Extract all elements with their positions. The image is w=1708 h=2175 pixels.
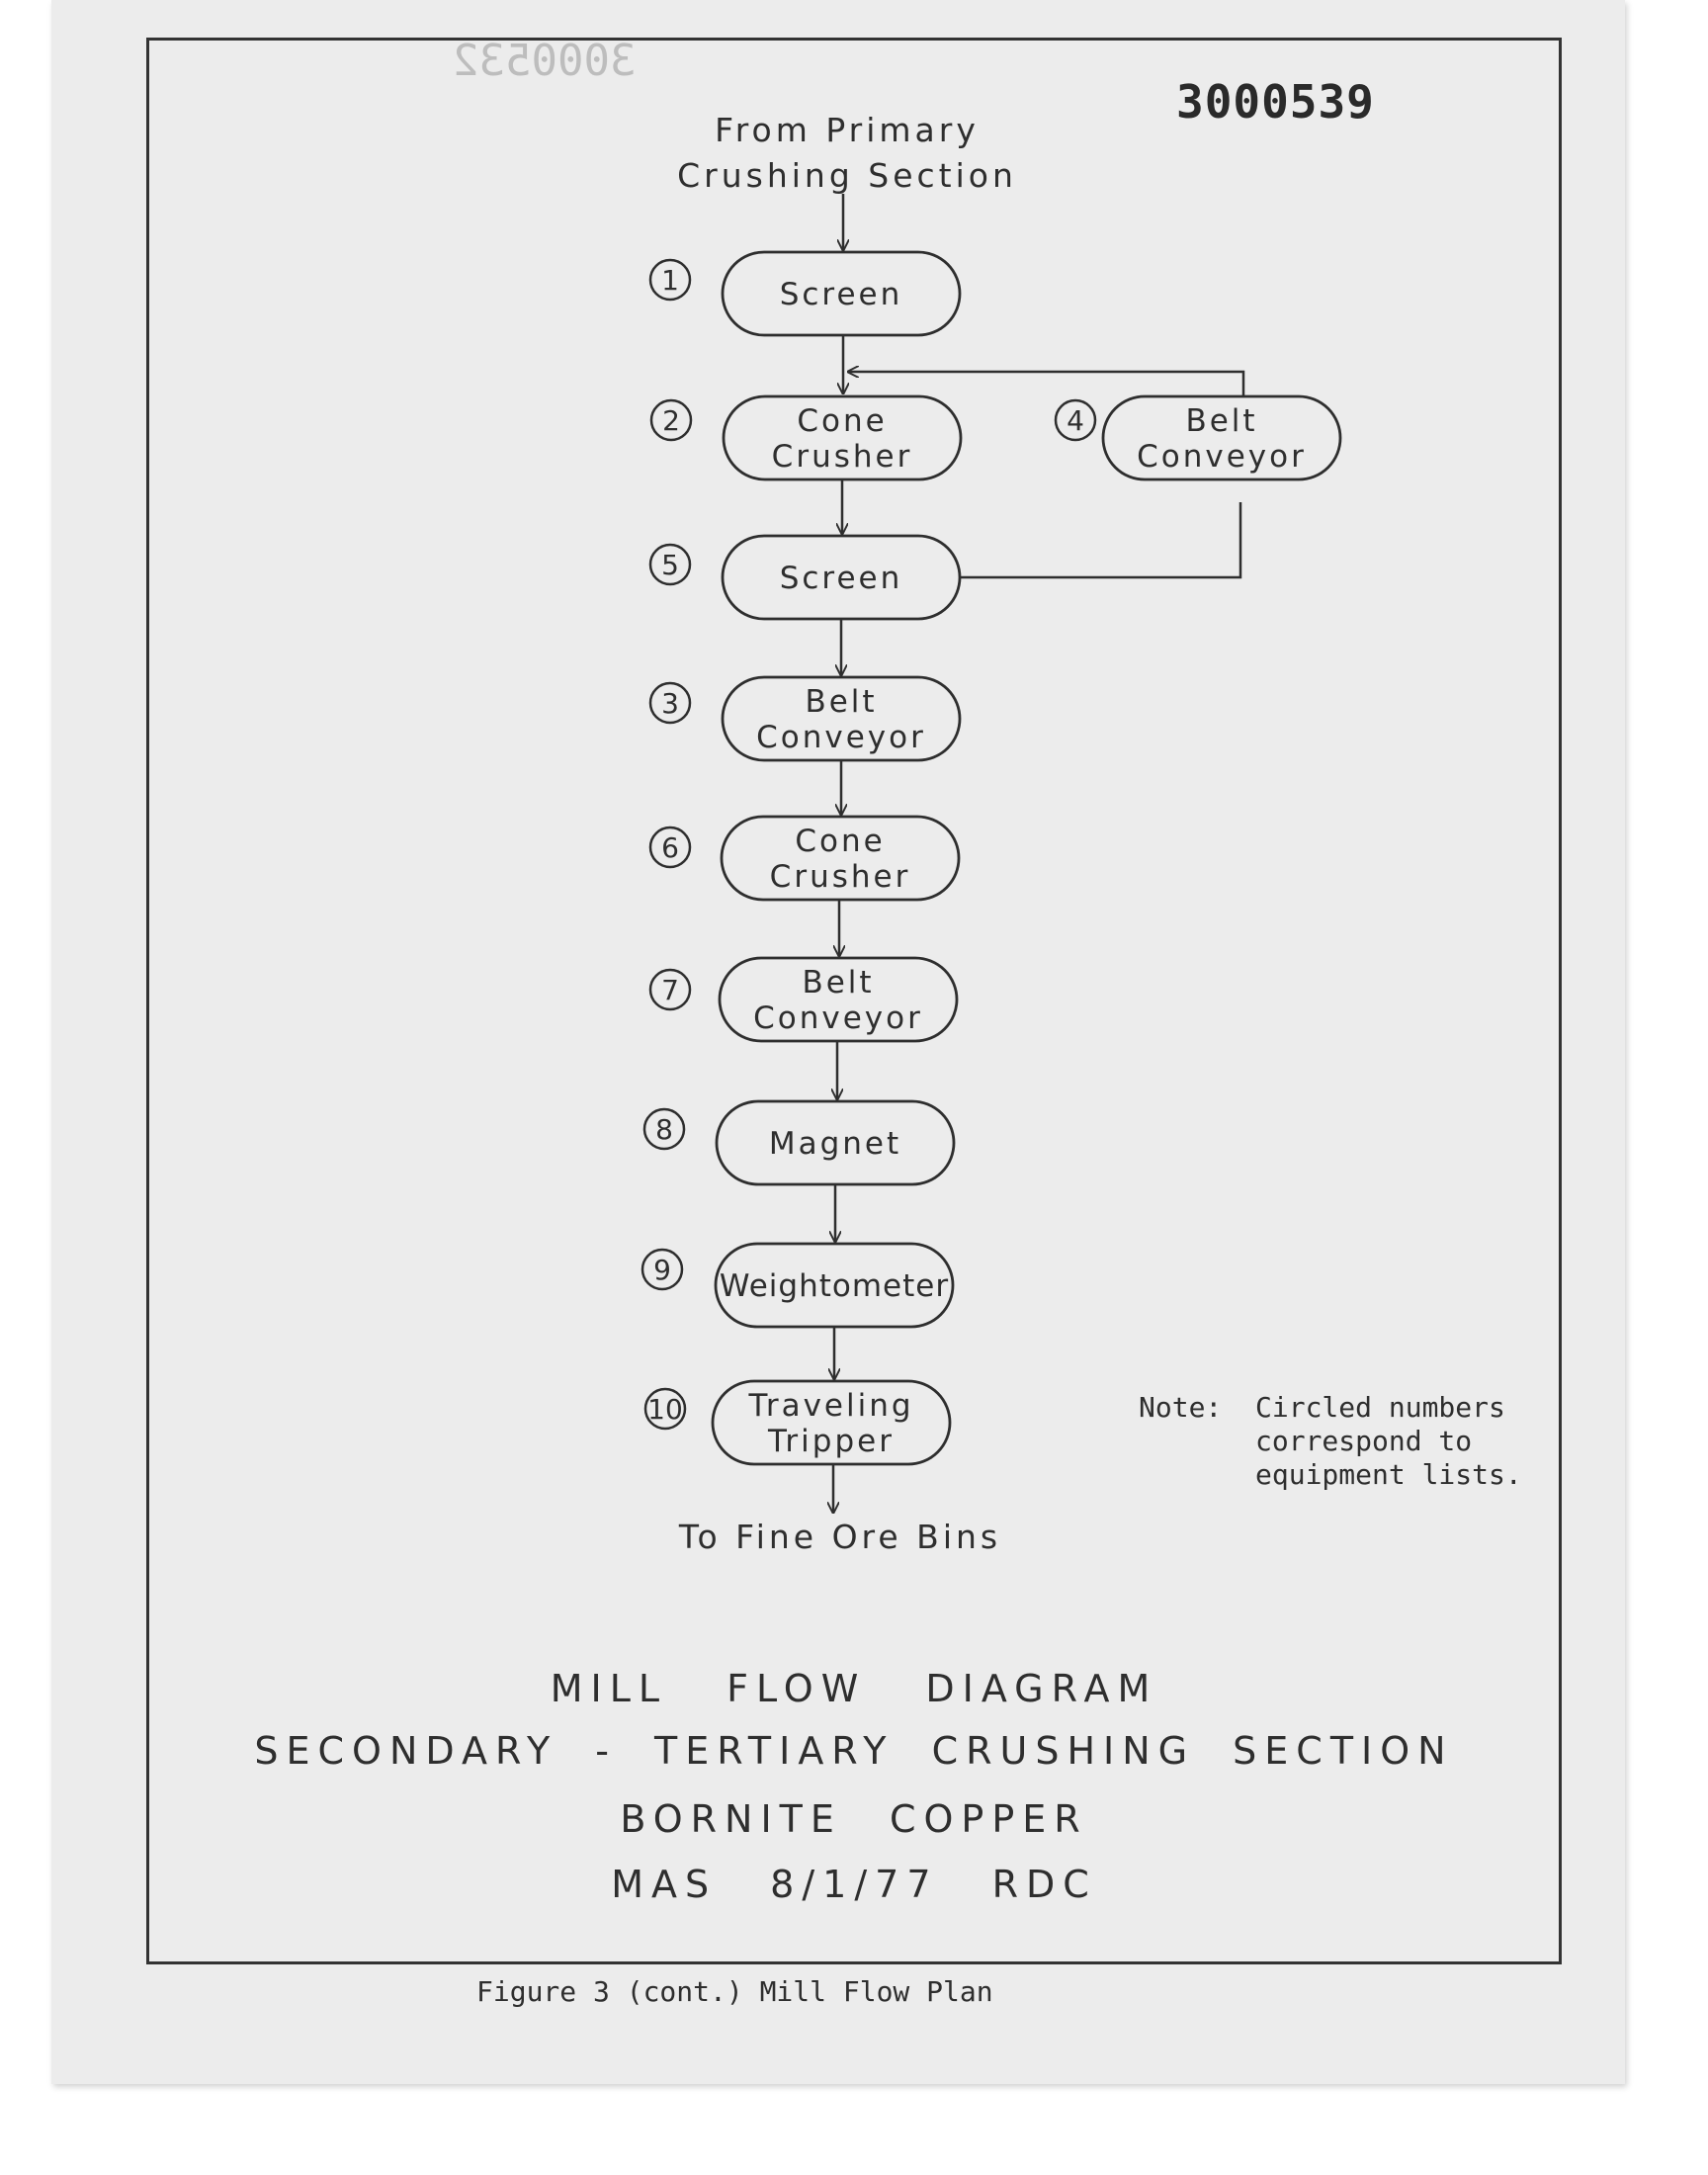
node-label: Conveyor xyxy=(756,720,926,755)
node-label: Cone xyxy=(797,403,888,439)
edge-screen-5-to-belt-conveyor-4 xyxy=(960,502,1240,577)
node-label: Conveyor xyxy=(753,1000,923,1036)
title-line-1: MILL FLOW DIAGRAM xyxy=(550,1667,1158,1710)
sink-label: To Fine Ore Bins xyxy=(678,1518,1002,1556)
node-number: 4 xyxy=(1067,404,1084,437)
source-label-line1: From Primary xyxy=(715,111,980,149)
flow-node-5 xyxy=(650,536,960,619)
node-label: Belt xyxy=(802,965,875,1000)
edge-belt-conveyor-4-recycle xyxy=(848,372,1243,396)
flow-node-7 xyxy=(650,958,957,1041)
flow-node-8 xyxy=(644,1101,954,1184)
figure-caption: Figure 3 (cont.) Mill Flow Plan xyxy=(476,1975,993,2008)
flow-edges xyxy=(833,194,1243,1513)
node-number: 10 xyxy=(647,1393,683,1426)
node-label: Tripper xyxy=(768,1424,895,1459)
node-label: Conveyor xyxy=(1137,439,1307,475)
node-label: Belt xyxy=(1185,403,1258,439)
flow-node-3 xyxy=(650,677,960,760)
node-label: Crusher xyxy=(769,859,911,895)
note-line-2: correspond to xyxy=(1255,1425,1473,1457)
node-label: Magnet xyxy=(768,1126,902,1162)
node-number: 7 xyxy=(661,974,679,1006)
node-label: Weightometer xyxy=(719,1268,950,1304)
node-number: 8 xyxy=(655,1113,673,1146)
flow-node-2 xyxy=(651,396,961,479)
node-label: Belt xyxy=(805,684,878,720)
node-label: Traveling xyxy=(748,1388,914,1424)
node-label: Screen xyxy=(779,561,903,596)
node-number: 6 xyxy=(661,831,679,864)
node-number: 2 xyxy=(662,404,680,437)
ghost-doc-number: 3000532 xyxy=(453,36,637,86)
title-line-2: SECONDARY - TERTIARY CRUSHING SECTION xyxy=(254,1729,1454,1773)
node-label: Crusher xyxy=(771,439,913,475)
node-number: 1 xyxy=(661,264,679,297)
title-line-3: BORNITE COPPER xyxy=(620,1797,1088,1841)
title-line-4: MAS 8/1/77 RDC xyxy=(611,1863,1097,1906)
note-line-3: equipment lists. xyxy=(1255,1458,1522,1491)
node-label: Cone xyxy=(795,824,886,859)
flow-node-9 xyxy=(642,1244,953,1327)
note-line-1: Circled numbers xyxy=(1255,1391,1505,1424)
flow-node-4 xyxy=(1056,396,1340,479)
node-number: 3 xyxy=(661,687,679,720)
node-number: 5 xyxy=(661,549,679,581)
flow-nodes xyxy=(642,252,1340,1464)
note-label: Note: xyxy=(1139,1391,1223,1424)
flow-node-10 xyxy=(645,1381,950,1464)
node-number: 9 xyxy=(653,1254,671,1286)
flow-node-6 xyxy=(650,817,959,900)
doc-number: 3000539 xyxy=(1176,75,1375,129)
flow-node-1 xyxy=(650,252,960,335)
node-label: Screen xyxy=(779,277,903,312)
source-label-line2: Crushing Section xyxy=(677,156,1017,195)
